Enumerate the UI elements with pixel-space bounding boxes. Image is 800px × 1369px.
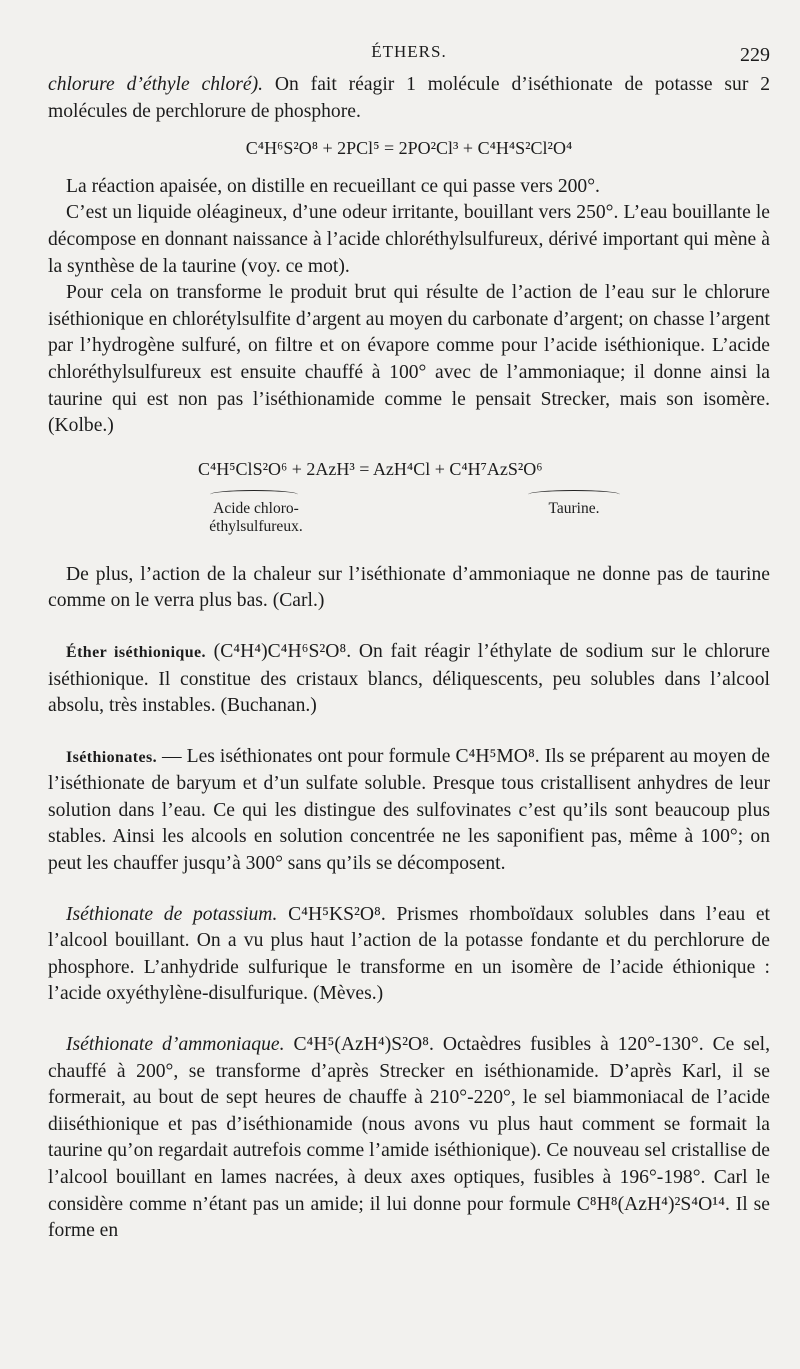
equation-2: C⁴H⁵ClS²O⁶ + 2AzH³ = AzH⁴Cl + C⁴H⁷AzS²O⁶ <box>198 458 543 479</box>
paragraph-1-text: On fait réagir 1 molécule d’iséthionate de potasse sur 2 molécules de perchlorure de phosphore. <box>48 74 770 122</box>
paragraph-9-text: C⁴H⁵(AzH⁴)S²O⁸. Octaèdres fusibles à 120°-130°. Ce sel, chauffé à 200°, se transforme d’après Strecker en iséthionamide. D’après Karl, il se formerait, au bout de sept heures de chauffe à 210°-220°, le sel biammoniacal de l’acide diiséthionique et pas d’iséthionamide (nous avons vu plus haut comment se formait la taurine qu’on regardait autrefois comme l’amide iséthionique). Ce nouveau sel cristallise de l’alcool bouillant en lames nacrées, à deux axes optiques, fusibles à 196°-198°. Carl le considère comme n’étant pas un amide; il lui donne pour formule C⁸H⁸(AzH⁴)²S⁴O¹⁴. Il se forme en <box>48 1034 770 1242</box>
running-title: ÉTHERS. <box>371 42 447 61</box>
paragraph-1 <box>48 72 770 125</box>
paragraph-6-text: (C⁴H⁴)C⁴H⁶S²O⁸. On fait réagir l’éthylate de sodium sur le chlorure iséthionique. Il constitue des cristaux blancs, déliquescents, peu solubles dans l’alcool absolu, très instables. (Buchanan.) <box>48 640 770 717</box>
page-body <box>48 72 770 1245</box>
paragraph-3: C’est un liquide oléagineux, d’une odeur irritante, bouillant vers 250°. L’eau bouillante le décompose en donnant naissance à l’acide chloréthylsulfureux, dérivé important qui mène à la synthèse de la taurine (voy. ce mot). <box>48 202 770 277</box>
paragraph-isethionates <box>48 744 770 878</box>
label-left-line-2: éthylsulfureux. <box>209 517 303 535</box>
heading-ether-isethionique: Éther iséthionique. <box>66 643 206 661</box>
equation-1: C⁴H⁶S²O⁸ + 2PCl⁵ = 2PO²Cl³ + C⁴H⁴S²Cl²O⁴ <box>245 138 573 159</box>
equation-2-block <box>48 446 770 554</box>
paragraph-8-text: C⁴H⁵KS²O⁸. Prismes rhomboïdaux solubles dans l’eau et l’alcool bouillant. On a vu plus haut l’action de la potasse fondante et du perchlorure de phosphore. L’anhydride sulfurique le transforme en un isomère de l’acide éthionique : l’acide oxyéthylène-disulfurique. (Mèves.) <box>48 903 770 1005</box>
paragraph-7-text: — Les iséthionates ont pour formule C⁴H⁵MO⁸. Ils se préparent au moyen de l’iséthionate de baryum et d’un sulfate soluble. Presque tous cristallisent anhydres de leur solution dans l’eau. Ce qui les distingue des sulfovinates c’est qu’ils sont beaucoup plus stables. Ainsi les alcools en solution concentrée ne les saponifient pas, même à 100°; on peut les chauffer jusqu’à 300° sans qu’ils se décomposent. <box>48 745 770 875</box>
heading-isethionates: Iséthionates. <box>66 748 157 766</box>
brace-left <box>210 490 298 499</box>
paragraph-4: Pour cela on transforme le produit brut qui résulte de l’action de l’eau sur le chlorure iséthionique en chlorétylsulfite d’argent au moyen du carbonate d’argent; on chasse l’argent par l’hydrogène sulfuré, on filtre et on évapore comme pour l’acide iséthionique. L’acide chloréthylsulfureux est ensuite chauffé à 100° avec de l’ammoniaque; il donne ainsi la taurine qui est non pas l’iséthionamide comme le pensait Strecker, mais son isomère. (Kolbe.) <box>48 282 770 437</box>
page-number: 229 <box>740 44 770 66</box>
brace-right <box>528 490 620 499</box>
label-chloroethylsulfureux <box>196 500 316 536</box>
label-taurine: Taurine. <box>548 499 600 517</box>
label-left-line-1: Acide chloro- <box>213 499 299 517</box>
heading-isethionate-potassium: Iséthionate de potassium. <box>66 903 278 925</box>
paragraph-2: La réaction apaisée, on distille en recueillant ce qui passe vers 200°. <box>66 175 600 197</box>
running-header <box>48 38 770 68</box>
paragraph-1-italic: chlorure d’éthyle chloré). <box>48 74 264 95</box>
paragraph-isethionate-ammoniaque <box>48 1032 770 1245</box>
heading-isethionate-ammoniaque: Iséthionate d’ammoniaque. <box>66 1034 285 1056</box>
paragraph-isethionate-potassium <box>48 902 770 1008</box>
paragraph-ether-isethionique <box>48 639 770 720</box>
paragraph-5: De plus, l’action de la chaleur sur l’iséthionate d’ammoniaque ne donne pas de taurine comme on le verra plus bas. (Carl.) <box>48 563 770 612</box>
